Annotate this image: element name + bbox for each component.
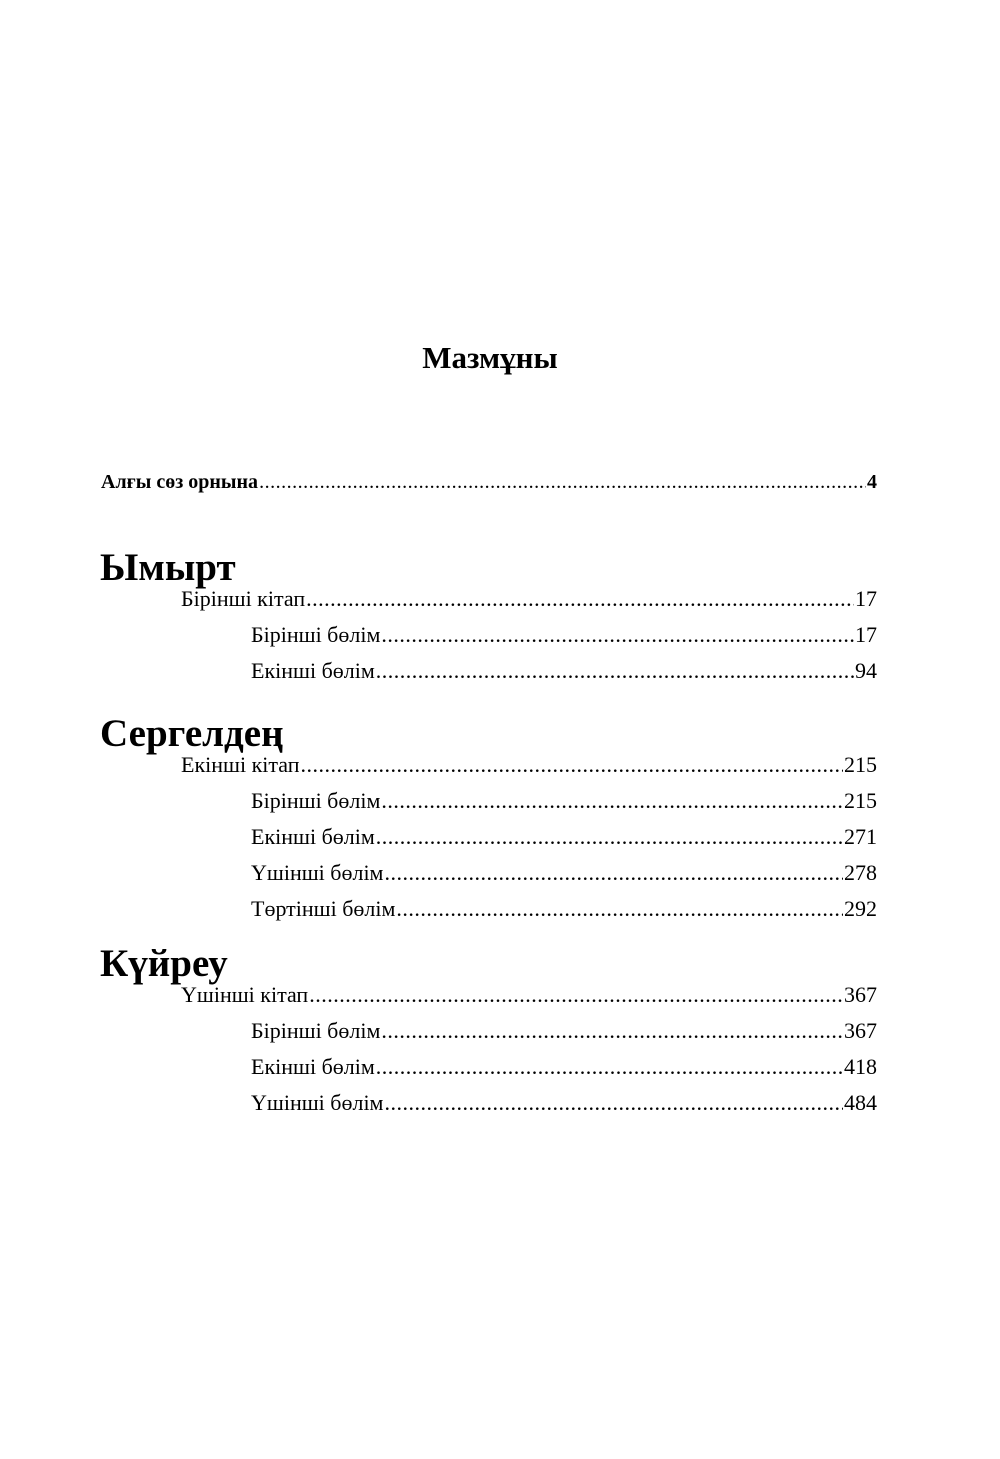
leader-dots — [381, 1018, 843, 1044]
toc-entry-page: 292 — [844, 896, 877, 921]
toc-entry-label: Алғы сөз орнына — [101, 471, 259, 493]
toc-entry-section — [251, 658, 877, 688]
part-title: Ымырт — [100, 546, 236, 589]
leader-dots — [381, 622, 854, 648]
toc-entry-page: 17 — [855, 586, 877, 611]
toc-entry-section — [251, 824, 877, 854]
toc-entry-section — [251, 1018, 877, 1048]
page-title: Мазмұны — [422, 340, 558, 375]
leader-dots — [309, 982, 843, 1008]
leader-dots — [259, 471, 866, 494]
toc-entry-book — [181, 752, 877, 782]
toc-entry-section — [251, 860, 877, 890]
toc-entry-section — [251, 896, 877, 926]
leader-dots — [376, 1054, 843, 1080]
toc-entry-label: Екінші бөлім — [251, 824, 375, 849]
leader-dots — [396, 896, 843, 922]
toc-entry-book — [181, 586, 877, 616]
toc-entry-section — [251, 1054, 877, 1084]
toc-entry-label: Үшінші бөлім — [251, 860, 384, 885]
leader-dots — [376, 824, 843, 850]
toc-entry-label: Бірінші бөлім — [251, 788, 381, 813]
toc-entry-section — [251, 1090, 877, 1120]
leader-dots — [384, 1090, 843, 1116]
toc-entry-label: Екінші кітап — [181, 752, 300, 777]
part-title: Сергелдең — [100, 712, 284, 755]
leader-dots — [381, 788, 843, 814]
toc-entry-page: 215 — [844, 752, 877, 777]
toc-entry-page: 215 — [844, 788, 877, 813]
leader-dots — [301, 752, 844, 778]
leader-dots — [306, 586, 854, 612]
toc-entry-book — [181, 982, 877, 1012]
toc-entry-preface — [101, 471, 877, 501]
toc-entry-label: Бірінші бөлім — [251, 622, 381, 647]
toc-entry-label: Екінші бөлім — [251, 1054, 375, 1079]
toc-entry-page: 484 — [844, 1090, 877, 1115]
part-title: Күйреу — [100, 942, 228, 985]
toc-entry-label: Үшінші кітап — [181, 982, 309, 1007]
toc-entry-page: 278 — [844, 860, 877, 885]
toc-entry-label: Үшінші бөлім — [251, 1090, 384, 1115]
toc-entry-page: 4 — [867, 471, 877, 493]
toc-entry-section — [251, 622, 877, 652]
toc-entry-label: Бірінші бөлім — [251, 1018, 381, 1043]
toc-entry-label: Төртінші бөлім — [251, 896, 396, 921]
toc-entry-page: 418 — [844, 1054, 877, 1079]
leader-dots — [384, 860, 843, 886]
toc-entry-page: 94 — [855, 658, 877, 683]
toc-entry-page: 271 — [844, 824, 877, 849]
toc-entry-label: Екінші бөлім — [251, 658, 375, 683]
leader-dots — [376, 658, 854, 684]
toc-entry-page: 367 — [844, 1018, 877, 1043]
toc-entry-label: Бірінші кітап — [181, 586, 306, 611]
toc-entry-page: 367 — [844, 982, 877, 1007]
toc-entry-section — [251, 788, 877, 818]
toc-entry-page: 17 — [855, 622, 877, 647]
